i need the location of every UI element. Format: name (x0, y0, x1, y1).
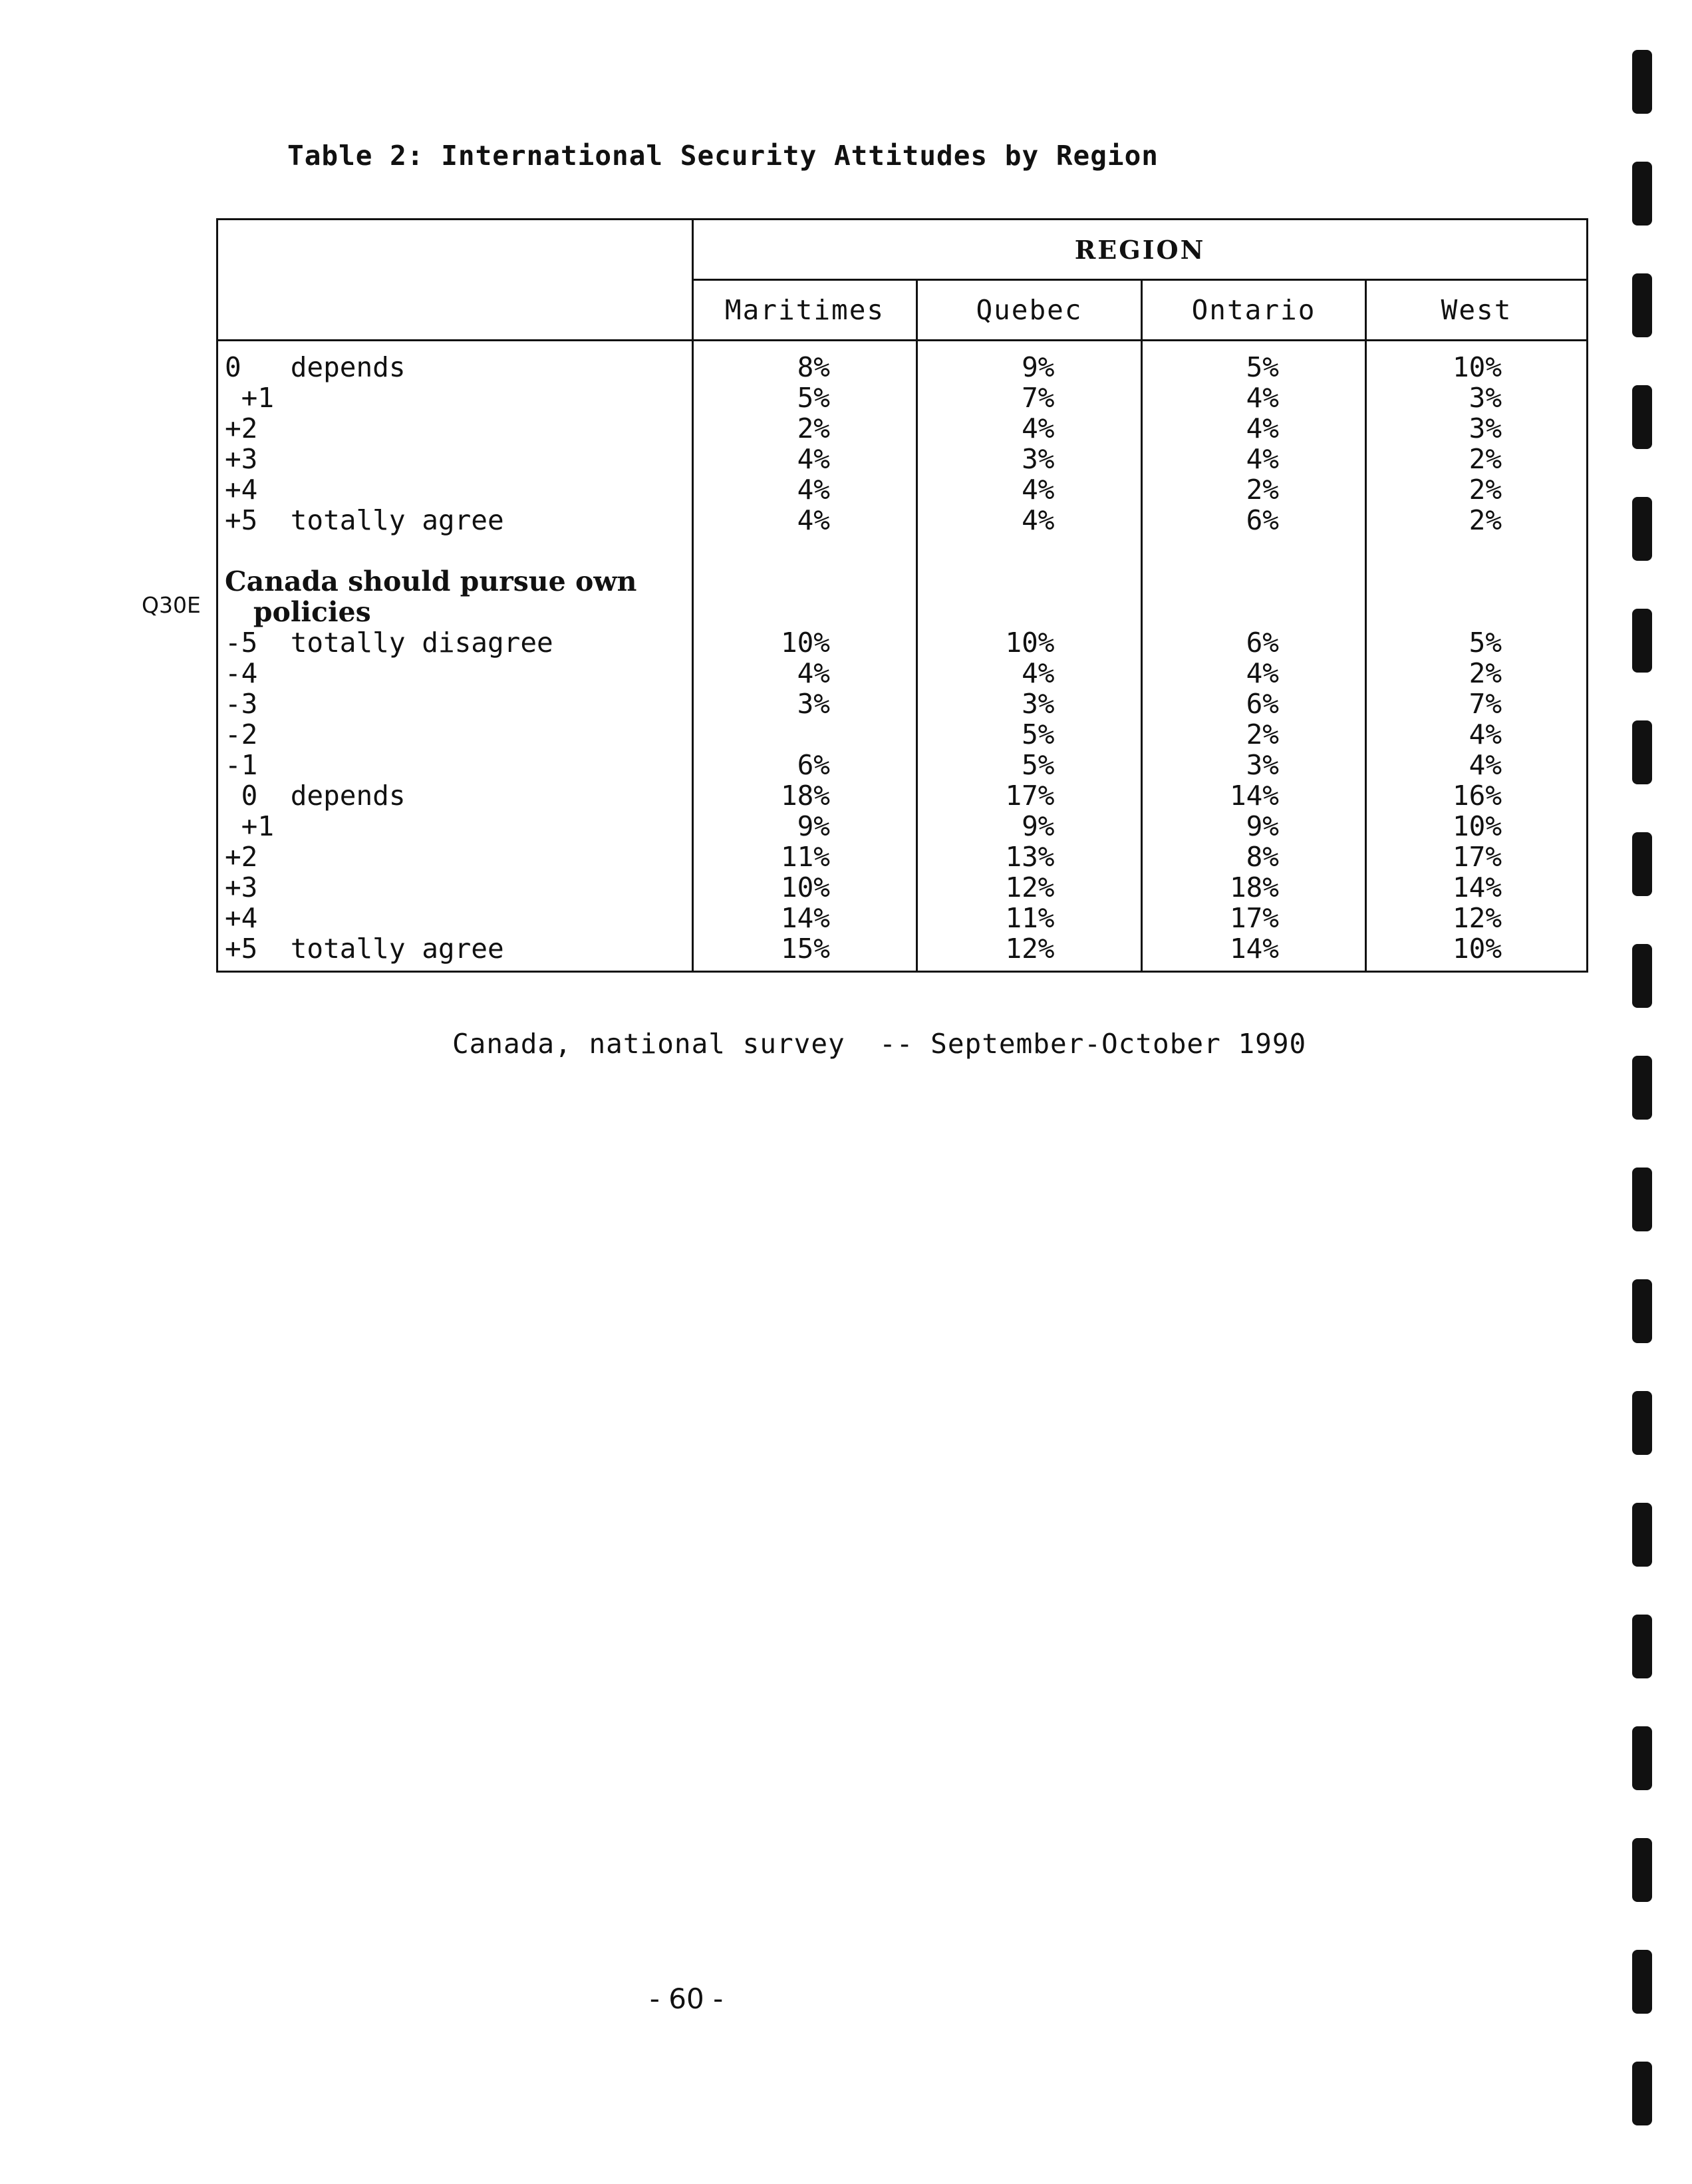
cell-value: 10% (1452, 351, 1502, 383)
punch-hole (1632, 1168, 1652, 1231)
punch-hole (1632, 720, 1652, 784)
cell-value: 4% (1246, 412, 1279, 444)
cell-value: 4% (1022, 412, 1055, 444)
cell-value: 4% (797, 443, 830, 475)
punch-hole (1632, 832, 1652, 896)
cell-value: 9% (1022, 351, 1055, 383)
row-label: +5 totally agree (225, 504, 504, 536)
cell-value: 4% (1469, 718, 1502, 750)
column-header-quebec: Quebec (917, 280, 1142, 341)
row-label: +2 (225, 412, 258, 444)
cell-value: 7% (1022, 382, 1055, 414)
question-code: Q30E (142, 592, 201, 618)
punch-hole (1632, 944, 1652, 1008)
region-table (216, 218, 1588, 973)
cell-value: 3% (1469, 412, 1502, 444)
cell-value: 15% (780, 933, 830, 965)
row-label: -5 totally disagree (225, 627, 553, 659)
cell-value: 5% (1246, 351, 1279, 383)
cell-value: 4% (797, 657, 830, 689)
cell-value: 3% (1246, 749, 1279, 781)
cell-value: 8% (1246, 841, 1279, 873)
cell-value: 10% (780, 871, 830, 903)
row-label: -2 (225, 718, 258, 750)
column-header-west: West (1366, 280, 1588, 341)
cell-value: 5% (797, 382, 830, 414)
punch-hole (1632, 1615, 1652, 1678)
row-label: +5 totally agree (225, 933, 504, 965)
cell-value: 3% (1469, 382, 1502, 414)
cell-value: 14% (780, 902, 830, 934)
cell-value: 14% (1452, 871, 1502, 903)
cell-value: 4% (797, 504, 830, 536)
cell-value: 14% (1229, 780, 1279, 812)
cell-value: 3% (797, 688, 830, 720)
column-header-maritimes: Maritimes (693, 280, 917, 341)
punch-hole (1632, 1726, 1652, 1790)
cell-value: 3% (1022, 443, 1055, 475)
cell-value: 2% (1469, 443, 1502, 475)
cell-value: 8% (797, 351, 830, 383)
cell-value: 9% (1022, 810, 1055, 842)
cell-value: 16% (1452, 780, 1502, 812)
cell-value: 5% (1469, 627, 1502, 659)
cell-value: 4% (1022, 504, 1055, 536)
row-label: +4 (225, 474, 258, 506)
survey-footnote: Canada, national survey -- September-October 1990 (452, 1028, 1307, 1060)
punch-hole (1632, 2062, 1652, 2125)
cell-value: 4% (1246, 657, 1279, 689)
cell-value: 10% (1452, 933, 1502, 965)
cell-value: 10% (780, 627, 830, 659)
row-label: 0 depends (225, 780, 406, 812)
cell-value: 2% (1246, 718, 1279, 750)
row-label: -3 (225, 688, 258, 720)
cell-value: 9% (1246, 810, 1279, 842)
cell-value: 2% (1469, 657, 1502, 689)
punch-hole (1632, 1391, 1652, 1455)
punch-hole (1632, 385, 1652, 449)
row-label: +1 (225, 810, 275, 842)
row-label: 0 depends (225, 351, 406, 383)
cell-value: 12% (1452, 902, 1502, 934)
cell-value: 4% (797, 474, 830, 506)
cell-value: 11% (1005, 902, 1055, 934)
values-column-west (1366, 341, 1588, 972)
cell-value: 3% (1022, 688, 1055, 720)
cell-value: 18% (1229, 871, 1279, 903)
cell-value: 4% (1469, 749, 1502, 781)
column-header-ontario: Ontario (1142, 280, 1366, 341)
cell-value: 14% (1229, 933, 1279, 965)
punch-hole (1632, 497, 1652, 561)
cell-value: 17% (1452, 841, 1502, 873)
cell-value: 5% (1022, 718, 1055, 750)
row-label: +4 (225, 902, 258, 934)
cell-value: 5% (1022, 749, 1055, 781)
page-number: - 60 - (649, 1982, 724, 2015)
row-label: +3 (225, 871, 258, 903)
cell-value: 18% (780, 780, 830, 812)
header-blank-cell (217, 220, 693, 341)
cell-value: 2% (797, 412, 830, 444)
row-label: policies (225, 596, 371, 628)
cell-value: 12% (1005, 871, 1055, 903)
punch-hole (1632, 1503, 1652, 1567)
punch-hole (1632, 1279, 1652, 1343)
cell-value: 4% (1022, 474, 1055, 506)
cell-value: 10% (1005, 627, 1055, 659)
values-column-ontario (1142, 341, 1366, 972)
cell-value: 6% (797, 749, 830, 781)
cell-value: 4% (1022, 657, 1055, 689)
cell-value: 2% (1246, 474, 1279, 506)
punch-hole (1632, 162, 1652, 226)
cell-value: 4% (1246, 382, 1279, 414)
cell-value: 9% (797, 810, 830, 842)
punch-hole (1632, 50, 1652, 114)
row-label (225, 536, 692, 566)
row-label: +2 (225, 841, 258, 873)
cell-value: 6% (1246, 688, 1279, 720)
punch-hole (1632, 1950, 1652, 2014)
values-column-quebec (917, 341, 1142, 972)
cell-value: 7% (1469, 688, 1502, 720)
cell-value: 10% (1452, 810, 1502, 842)
row-label: Canada should pursue own (225, 565, 637, 597)
cell-value: 12% (1005, 933, 1055, 965)
cell-value: 2% (1469, 474, 1502, 506)
cell-value: 17% (1005, 780, 1055, 812)
cell-value: 17% (1229, 902, 1279, 934)
cell-value: 6% (1246, 504, 1279, 536)
cell-value: 2% (1469, 504, 1502, 536)
punch-hole (1632, 609, 1652, 673)
values-column-maritimes (693, 341, 917, 972)
row-label: +3 (225, 443, 258, 475)
region-header: REGION (693, 220, 1588, 280)
row-label: -4 (225, 657, 258, 689)
table-title: Table 2: International Security Attitudes by Region (287, 140, 1159, 172)
row-label: +1 (225, 382, 275, 414)
row-label: -1 (225, 749, 258, 781)
cell-value: 6% (1246, 627, 1279, 659)
cell-value: 11% (780, 841, 830, 873)
row-labels-column (217, 341, 693, 972)
punch-hole (1632, 1838, 1652, 1902)
punch-hole (1632, 1056, 1652, 1120)
cell-value: 13% (1005, 841, 1055, 873)
punch-hole (1632, 273, 1652, 337)
cell-value: 4% (1246, 443, 1279, 475)
